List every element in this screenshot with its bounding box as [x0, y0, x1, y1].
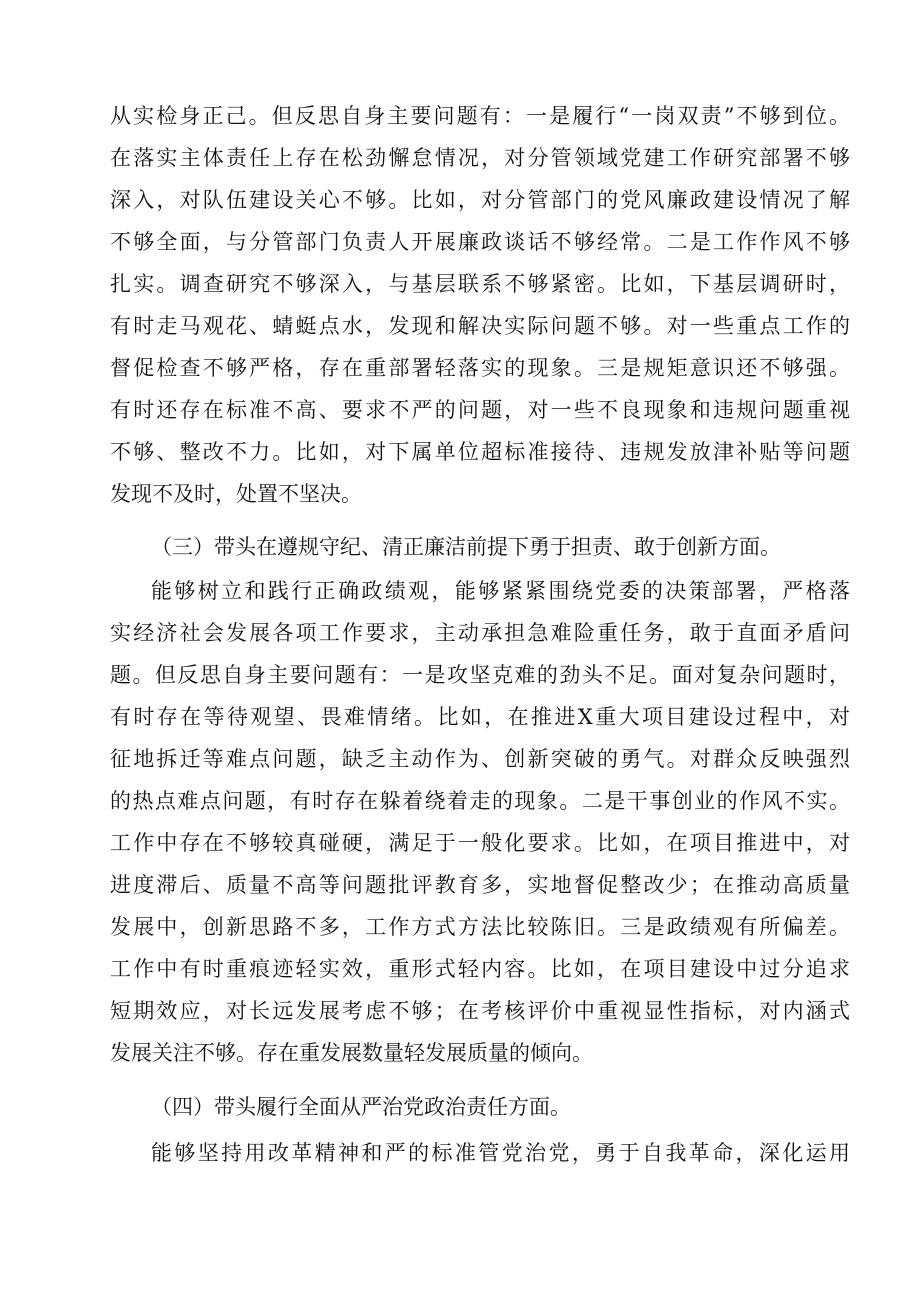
- text-line: 工作中有时重痕迹轻实效，重形式轻内容。比如，在项目建设中过分追求: [110, 957, 850, 981]
- text-line: 题。但反思自身主要问题有：一是攻坚克难的劲头不足。面对复杂问题时，: [110, 663, 850, 687]
- text-line: 有时存在等待观望、畏难情绪。比如，在推进X重大项目建设过程中，对: [110, 705, 850, 729]
- text-line: 短期效应，对长远发展考虑不够；在考核评价中重视显性指标，对内涵式: [110, 999, 850, 1023]
- text-line: 实经济社会发展各项工作要求，主动承担急难险重任务，敢于直面矛盾问: [110, 621, 850, 645]
- text-line: 扎实。调查研究不够深入，与基层联系不够紧密。比如，下基层调研时，: [110, 272, 850, 296]
- text-line: 工作中存在不够较真碰硬，满足于一般化要求。比如，在项目推进中，对: [110, 831, 850, 855]
- text-line: 发现不及时，处置不坚决。: [110, 482, 362, 506]
- text-line: 征地拆迁等难点问题，缺乏主动作为、创新突破的勇气。对群众反映强烈: [110, 747, 850, 771]
- text-line: 督促检查不够严格，存在重部署轻落实的现象。三是规矩意识还不够强。: [110, 356, 850, 380]
- section-heading-4: （四）带头履行全面从严治党政治责任方面。: [151, 1095, 571, 1119]
- text-line: 有时走马观花、蜻蜓点水，发现和解决实际问题不够。对一些重点工作的: [110, 314, 850, 338]
- text-line: 能够树立和践行正确政绩观，能够紧紧围绕党委的决策部署，严格落: [151, 579, 850, 603]
- text-line: 的热点难点问题，有时存在躲着绕着走的现象。二是干事创业的作风不实。: [110, 789, 850, 813]
- text-line: 有时还存在标准不高、要求不严的问题，对一些不良现象和违规问题重视: [110, 398, 850, 422]
- text-line: 不够、整改不力。比如，对下属单位超标准接待、违规发放津补贴等问题: [110, 440, 850, 464]
- text-line: 发展关注不够。存在重发展数量轻发展质量的倾向。: [110, 1041, 593, 1065]
- text-line: 能够坚持用改革精神和严的标准管党治党，勇于自我革命，深化运用: [151, 1141, 850, 1165]
- text-line: 从实检身正己。但反思自身主要问题有：一是履行“一岗双责”不够到位。: [110, 104, 850, 128]
- text-line: 深入，对队伍建设关心不够。比如，对分管部门的党风廉政建设情况了解: [110, 188, 850, 212]
- text-line: 发展中，创新思路不多，工作方式方法比较陈旧。三是政绩观有所偏差。: [110, 915, 850, 939]
- section-heading-3: （三）带头在遵规守纪、清正廉洁前提下勇于担责、敢于创新方面。: [151, 535, 781, 559]
- text-line: 进度滞后、质量不高等问题批评教育多，实地督促整改少；在推动高质量: [110, 873, 850, 897]
- text-line: 不够全面，与分管部门负责人开展廉政谈话不够经常。二是工作作风不够: [110, 230, 850, 254]
- text-line: 在落实主体责任上存在松劲懈怠情况，对分管领域党建工作研究部署不够: [110, 146, 850, 170]
